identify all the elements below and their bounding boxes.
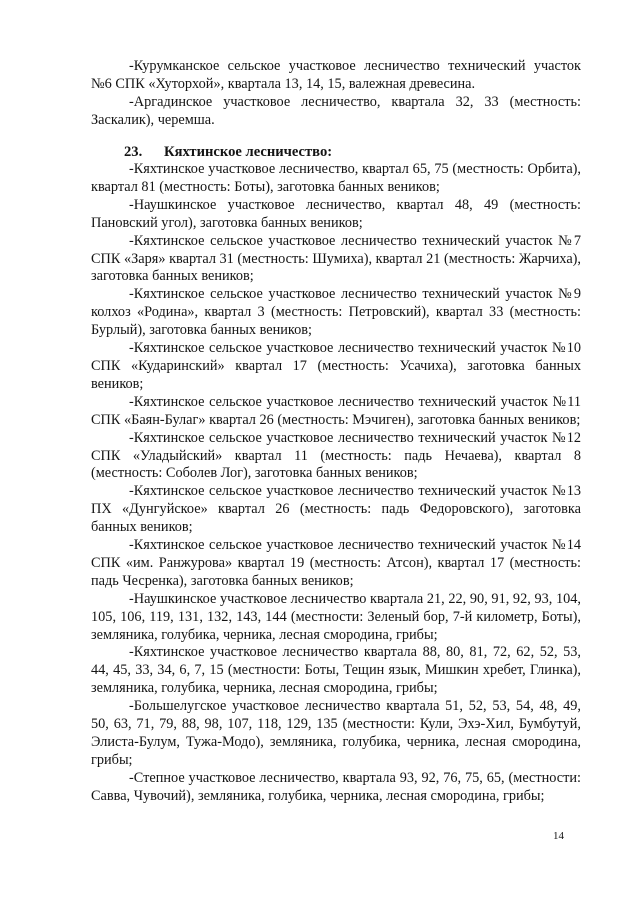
section-paragraph: -Большелугское участковое лесничество квартала 51, 52, 53, 54, 48, 49, 50, 63, 71, 79, 88, 98, 107, 118, 129, 135 (местности: Кули, Эхэ-Хил, Бумбутуй, Элиста-Булум, Тужа-Модо), земляника, голубика, черника, лесная смородина, грибы;	[91, 698, 581, 768]
section-paragraph: -Кяхтинское сельское участковое лесничество технический участок №12 СПК «Уладыйский» квартал 11 (местность: падь Нечаева), квартал 8 (местность: Соболев Лог), заготовка банных веников;	[91, 429, 581, 482]
section-title: Кяхтинское лесничество:	[164, 144, 333, 160]
top-paragraphs	[91, 58, 581, 130]
section-paragraph: -Кяхтинское сельское участковое лесничество технический участок №11 СПК «Баян-Булаг» квартал 26 (местность: Мэчиген), заготовка банных веников;	[91, 393, 581, 428]
page-number: 14	[553, 830, 564, 842]
section-paragraph: -Кяхтинское сельское участковое лесничество технический участок №7 СПК «Заря» квартал 31 (местность: Шумиха), квартал 21 (местность: Жарчиха), заготовка банных веников;	[91, 232, 581, 285]
section-heading	[91, 143, 581, 161]
section-paragraph: -Наушкинское участковое лесничество квартала 21, 22, 90, 91, 92, 93, 104, 105, 106, 119, 131, 132, 143, 144 (местности: Зеленый бор, 7-й километр, Боты), земляника, голубика, черника, лесная смородина, грибы;	[91, 590, 581, 643]
section-paragraph: -Кяхтинское сельское участковое лесничество технический участок №13 ПХ «Дунгуйское» квартал 26 (местность: падь Федоровского), заготовка банных веников;	[91, 483, 581, 536]
section-paragraph: -Кяхтинское сельское участковое лесничество технический участок №10 СПК «Кударинский» квартал 17 (местность: Усачиха), заготовка банных веников;	[91, 340, 581, 392]
section-paragraph: -Кяхтинское участковое лесничество, квартал 65, 75 (местность: Орбита), квартал 81 (местность: Боты), заготовка банных веников;	[91, 161, 581, 195]
section-kyakhta	[91, 143, 581, 806]
section-paragraph: -Кяхтинское сельское участковое лесничество технический участок №14 СПК «им. Ранжурова» квартал 19 (местность: Атсон), квартал 17 (местность: падь Чесренка), заготовка банных веников;	[91, 537, 581, 589]
section-paragraph: -Кяхтинское участковое лесничество квартала 88, 80, 81, 72, 62, 52, 53, 44, 45, 33, 34, 6, 7, 15 (местности: Боты, Тещин язык, Мишкин хребет, Глинка), земляника, голубика, черника, лесная смородина, грибы;	[91, 644, 581, 697]
paragraph-argada: -Аргадинское участковое лесничество, квартала 32, 33 (местность: Заскалик), черемша.	[91, 93, 581, 128]
section-paragraph: -Степное участковое лесничество, квартала 93, 92, 76, 75, 65, (местности: Савва, Чувочий), земляника, голубика, черника, лесная смородина, грибы;	[91, 769, 581, 804]
section-paragraph: -Наушкинское участковое лесничество, квартал 48, 49 (местность: Пановский угол), заготовка банных веников;	[91, 196, 581, 231]
section-paragraph: -Кяхтинское сельское участковое лесничество технический участок №9 колхоз «Родина», квартал 3 (местность: Петровский), квартал 33 (местность: Бурлый), заготовка банных веников;	[91, 286, 581, 339]
section-number: 23.	[124, 144, 143, 160]
paragraph-kurumkan: -Курумканское сельское участковое лесничество технический участок №6 СПК «Хуторхой», квартала 13, 14, 15, валежная древесина.	[91, 58, 581, 92]
